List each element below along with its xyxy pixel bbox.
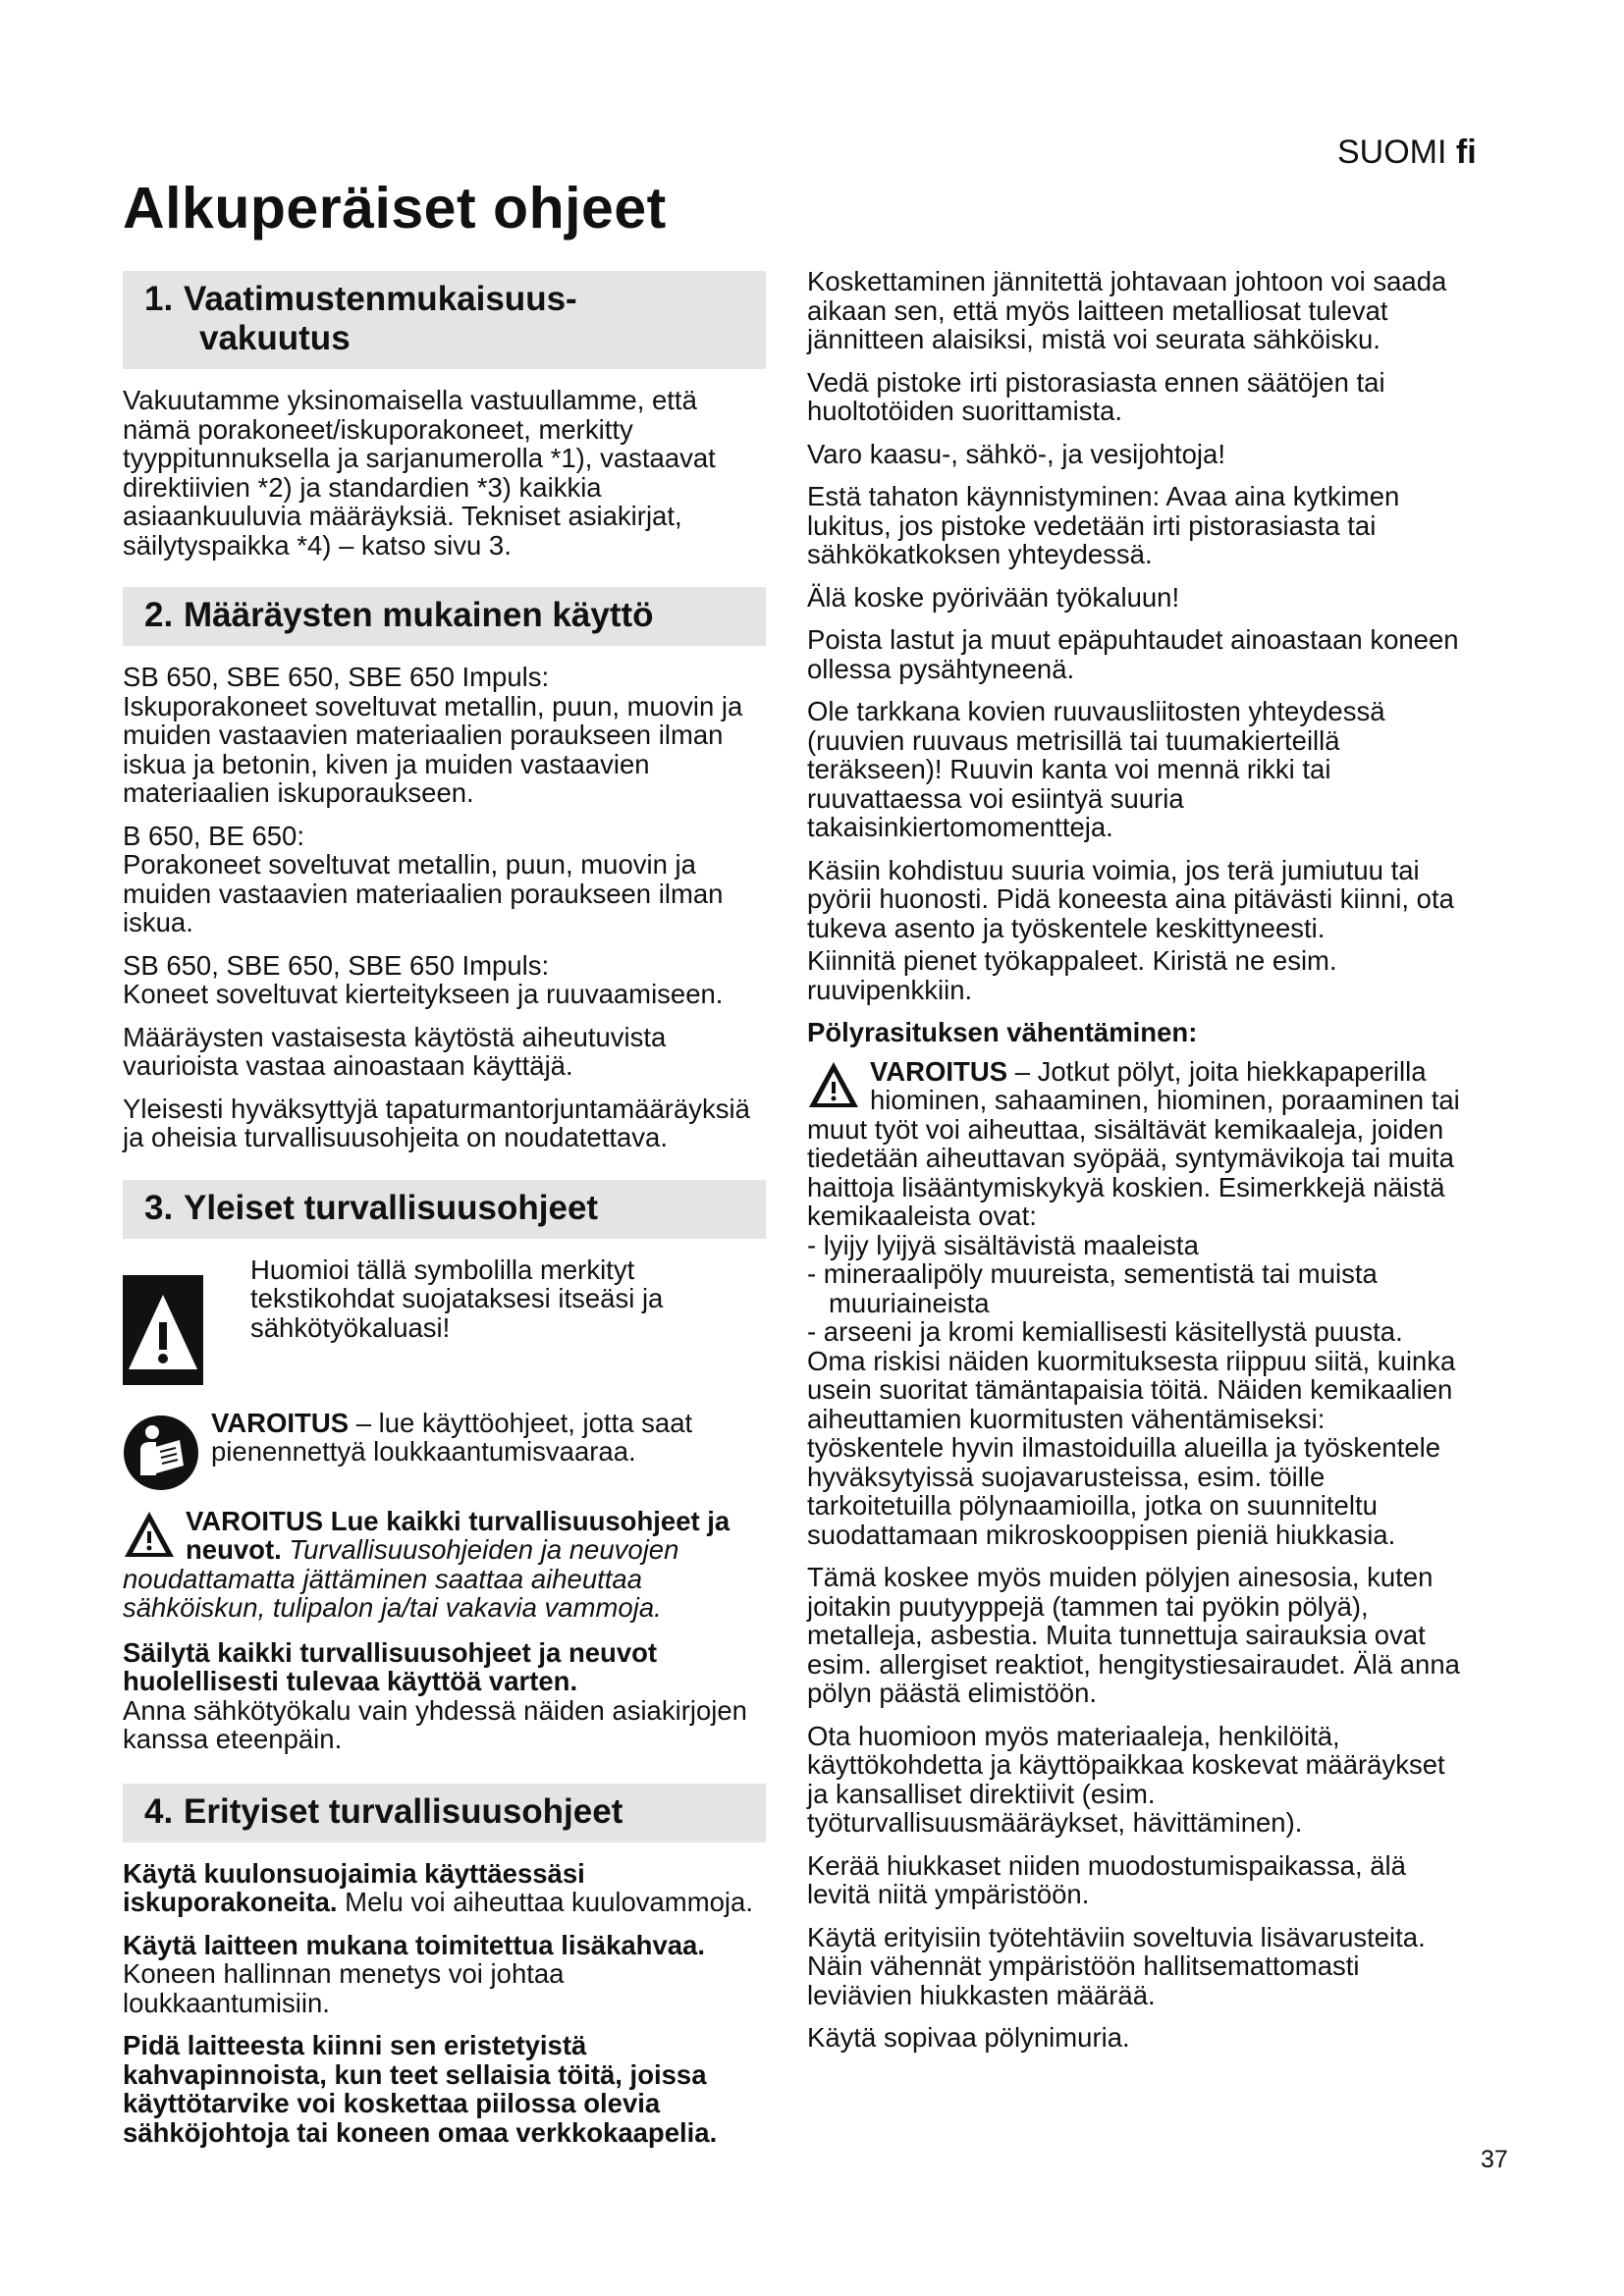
warning-triangle-icon — [123, 1275, 203, 1385]
list-item: - mineraalipöly muureista, sementistä tai muista muuriaineista — [807, 1258, 1378, 1318]
right-column — [807, 267, 1465, 2066]
section-4-paragraph: Käytä laitteen mukana toimitettua lisäkahvaa. Koneen hallinnan menetys voi johtaa loukkaantumisiin. — [123, 1929, 705, 2018]
dust-heading: Pölyrasituksen vähentäminen: — [807, 1017, 1198, 1047]
paragraph: Varo kaasu-, sähkö-, ja vesijohtoja! — [807, 438, 1225, 469]
general-safety-warning: VAROITUS Lue kaikki turvallisuusohjeet ja neuvot. Turvallisuusohjeiden ja neuvojen noudattamatta jättäminen saattaa aiheuttaa sähköiskun, tulipalon ja/tai vakavia vammoja. — [123, 1505, 731, 1623]
paragraph: Vedä pistoke irti pistorasiasta ennen säätöjen tai huoltotöiden suorittamista. — [807, 366, 1385, 426]
section-4-paragraph: Käytä kuulonsuojaimia käyttäessäsi iskuporakoneita. Melu voi aiheuttaa kuulovammoja. — [123, 1857, 753, 1917]
section-2-paragraph: Yleisesti hyväksyttyjä tapaturmantorjuntamääräyksiä ja oheisia turvallisuusohjeita on noudatettava. — [123, 1093, 750, 1152]
paragraph: Estä tahaton käynnistyminen: Avaa aina kytkimen lukitus, jos pistoke vedetään irti pistorasiasta tai sähkökatkoksen yhteydessä. — [807, 481, 1400, 569]
list-item: - lyijy lyijyä sisältävistä maaleista — [807, 1229, 1199, 1260]
paragraph: Ole tarkkana kovien ruuvausliitosten yhteydessä (ruuvien ruuvaus metrisillä tai tuumakierteillä teräkseen)! Ruuvin kanta voi mennä rikki tai ruuvattaessa voi esiintyä suuria takaisinkiertomomentteja. — [807, 696, 1385, 842]
paragraph: Käytä erityisiin työtehtäviin soveltuvia lisävarusteita. Näin vähennät ympäristöön hallitsemattomasti leviävien hiukkasten määrää. — [807, 1921, 1426, 2010]
list-item: - arseeni ja kromi kemiallisesti käsitellystä puusta. — [807, 1316, 1403, 1347]
keep-instructions: Säilytä kaikki turvallisuusohjeet ja neuvot huolellisesti tulevaa käyttöä varten. Anna sähkötyökalu vain yhdessä näiden asiakirjojen kanssa eteenpäin. — [123, 1636, 747, 1754]
page-title: Alkuperäiset ohjeet — [123, 176, 667, 240]
paragraph: Poista lastut ja muut epäpuhtaudet ainoastaan koneen ollessa pysähtyneenä. — [807, 624, 1459, 684]
section-2-paragraph: SB 650, SBE 650, SBE 650 Impuls: Iskuporakoneet soveltuvat metallin, puun, muovin ja muiden vastaavien materiaalien poraukseen ilman iskua ja betonin, kiven ja muiden vastaavien materiaalien iskuporaukseen. — [123, 662, 743, 808]
section-2-paragraph: SB 650, SBE 650, SBE 650 Impuls: Koneet soveltuvat kierteitykseen ja ruuvaamiseen. — [123, 949, 724, 1009]
warning-triangle-icon — [807, 1060, 860, 1111]
language-indicator: SUOMI fi — [1337, 133, 1477, 171]
paragraph: Koskettaminen jännitettä johtavaan johtoon voi saada aikaan sen, että myös laitteen metalliosat tulevat jännitteen alaisiksi, mistä voi seurata sähköisku. — [807, 266, 1447, 354]
section-2-paragraph: Määräysten vastaisesta käytöstä aiheutuvista vaurioista vastaa ainoastaan käyttäjä. — [123, 1021, 667, 1081]
section-3-heading: 3. Yleiset turvallisuusohjeet — [123, 1180, 766, 1239]
warning-symbol-note: Huomioi tällä symbolilla merkityt tekstikohdat suojataksesi itseäsi ja sähkötyökaluasi! — [123, 1255, 766, 1385]
section-4-heading: 4. Erityiset turvallisuusohjeet — [123, 1784, 766, 1842]
paragraph: Kerää hiukkaset niiden muodostumispaikassa, älä levitä niitä ympäristöön. — [807, 1849, 1406, 1909]
dust-warning: VAROITUS – Jotkut pölyt, joita hiekkapaperilla hiominen, sahaaminen, hiominen, poraaminen tai muut työt voi aiheuttaa, sisältävät kemikaaleja, joiden tiedetään aiheuttavan syöpää, syntymävikoja tai muita haittoja lisääntymiskykyä koskien. Esimerkkejä näistä kemikaaleista ovat: - lyijy lyijyä sisältävistä maaleista - mineraalipöly muureista, sementistä tai muista muuriaineista - arseeni ja kromi kemiallisesti käsitellystä puusta. Oma riskisi näiden kuormituksesta riippuu siitä, kuinka usein suoritat tämäntapaisia töitä. Näiden kemikaalien aiheuttamien kuormitusten vähentämiseksi: työskentele hyvin ilmastoiduilla alueilla ja työskentele hyväksytyissä suojavarusteissa, esim. töille tarkoitetuilla pölynaamioilla, jotka on suunniteltu suodattamaan mikroskooppisen pieniä hiukkasia. — [807, 1057, 1465, 1550]
section-2-heading: 2. Määräysten mukainen käyttö — [123, 587, 766, 646]
paragraph: Käsiin kohdistuu suuria voimia, jos terä jumiutuu tai pyörii huonosti. Pidä koneesta aina pitävästi kiinni, ota tukeva asento ja työskentele keskittyneesti. — [807, 854, 1454, 943]
read-manual-warning: VAROITUS – lue käyttöohjeet, jotta saat pienennettyä loukkaantumisvaaraa. — [123, 1409, 766, 1491]
section-1-heading: 1. Vaatimustenmukaisuus- vakuutus — [123, 271, 766, 369]
left-column — [123, 271, 766, 2161]
paragraph: Kiinnitä pienet työkappaleet. Kiristä ne esim. ruuvipenkkiin. — [807, 945, 1337, 1005]
paragraph: Älä koske pyörivään työkaluun! — [807, 581, 1180, 613]
paragraph: Ota huomioon myös materiaaleja, henkilöitä, käyttökohdetta ja käyttöpaikkaa koskevat määräykset ja kansalliset direktiivit (esim. työturvallisuusmääräykset, hävittäminen). — [807, 1720, 1445, 1838]
section-2-paragraph: B 650, BE 650: Porakoneet soveltuvat metallin, puun, muovin ja muiden vastaavien materiaalien poraukseen ilman iskua. — [123, 820, 724, 937]
read-manual-icon — [123, 1415, 199, 1491]
section-1-text: Vakuutamme yksinomaisella vastuullamme, että nämä porakoneet/iskuporakoneet, merkitty tyyppitunnuksella ja sarjanumerolla *1), vastaavat direktiivien *2) ja standardien *3) kaikkia asiaankuuluvia määräyksiä. Tekniset asiakirjat, säilytyspaikka *4) – katso sivu 3. — [123, 385, 716, 561]
page-number: 37 — [1481, 2146, 1508, 2173]
paragraph: Tämä koskee myös muiden pölyjen ainesosia, kuten joitakin puutyyppejä (tammen tai pyökin pölyä), metalleja, asbestia. Muita tunnettuja sairauksia ovat esim. allergiset reaktiot, hengitystiesairaudet. Älä anna pölyn päästä elimistöön. — [807, 1562, 1460, 1708]
warning-triangle-icon — [123, 1510, 176, 1561]
section-4-paragraph: Pidä laitteesta kiinni sen eristetyistä kahvapinnoista, kun teet sellaisia töitä, joissa käyttötarvike voi koskettaa piilossa olevia sähköjohtoja tai koneen omaa verkkokaapelia. — [123, 2030, 718, 2148]
paragraph: Käytä sopivaa pölynimuria. — [807, 2022, 1130, 2053]
